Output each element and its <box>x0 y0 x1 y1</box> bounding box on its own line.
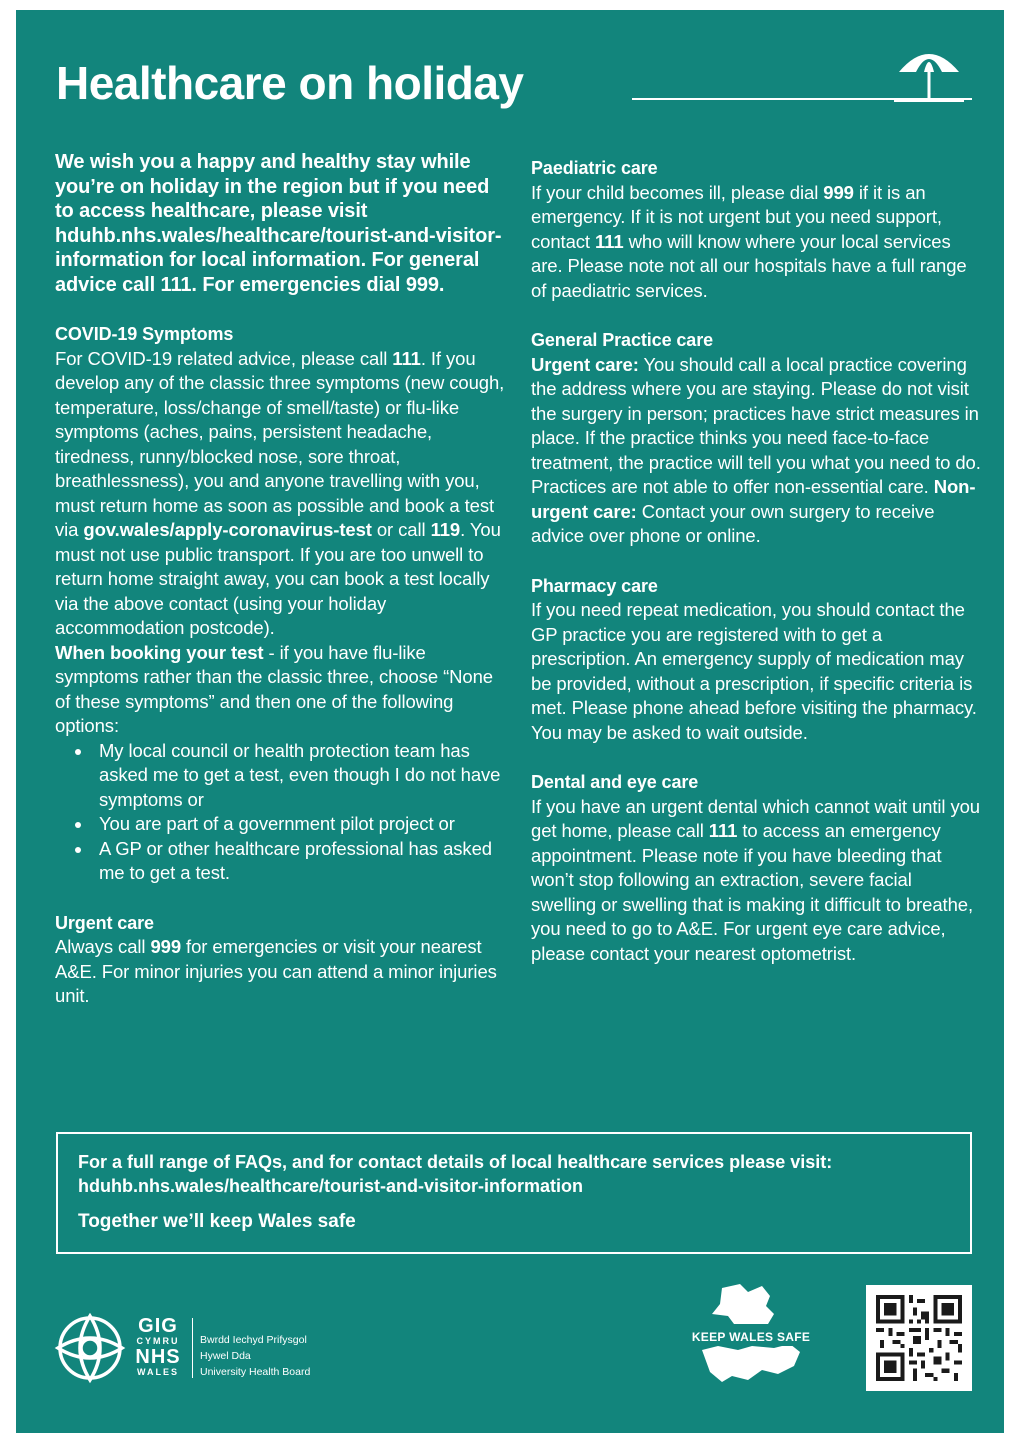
urgent-text: Always call 999 for emergencies or visit your nearest A&E. For minor injuries you can attend a minor injuries unit. <box>55 936 497 1006</box>
pharmacy-heading: Pharmacy care <box>531 575 658 596</box>
celtic-knot-logo-icon <box>52 1310 128 1386</box>
keep-wales-safe-logo <box>682 1280 820 1390</box>
logo-divider <box>192 1318 193 1378</box>
dental-heading: Dental and eye care <box>531 772 699 792</box>
dental-section <box>531 770 981 966</box>
tagline: Together we’ll keep Wales safe <box>78 1211 356 1232</box>
intro-paragraph: We wish you a happy and healthy stay while you’re on holiday in the region but if you need to access healthcare, please visit hduhb.nhs.wales/healthcare/tourist-and-visitor-information for local information. For general advice call 111. For emergencies dial 999. <box>55 151 502 296</box>
intro-link[interactable]: hduhb.nhs.wales/healthcare/tourist-and-visitor-information <box>55 224 502 271</box>
faq-box <box>56 1132 972 1254</box>
beach-umbrella-icon <box>894 44 964 104</box>
page-title: Healthcare on holiday <box>56 57 524 109</box>
paediatric-text: If your child becomes ill, please dial 999 if it is an emergency. If it is not urgent but you need support, contact 111 who will know where your local services are. Please note not all our hospitals have a full range of paediatric services. <box>531 181 967 301</box>
list-item: A GP or other healthcare professional has asked me to get a test. <box>75 837 505 886</box>
gp-text: Urgent care: You should call a local practice covering the address where you are staying. Please do not visit the surgery in person; practices have strict measures in place. If the practice thinks you need face-to-face treatment, the practice will tell you what you need to do. Practices are not able to offer non-essential care. Non-urgent care: Contact your own surgery to receive advice over phone or online. <box>531 353 981 546</box>
faq-line: For a full range of FAQs, and for contact details of local healthcare services please visit: hduhb.nhs.wales/healthcare/tourist-and-visitor-information <box>78 1152 833 1196</box>
covid-section <box>55 322 505 886</box>
booking-text: When booking your test - if you have flu-like symptoms rather than the classic three, choose “None of these symptoms” and then one of the following options: <box>55 641 493 736</box>
gp-heading: General Practice care <box>531 330 714 350</box>
hywel-dda-logo <box>52 1310 352 1390</box>
qr-code-graphic <box>876 1295 962 1381</box>
pharmacy-section <box>531 574 981 746</box>
keep-wales-safe-label: KEEP WALES SAFE <box>691 1330 811 1344</box>
urgent-heading: Urgent care <box>55 912 154 933</box>
covid-text: For COVID-19 related advice, please call 111. If you develop any of the classic three symptoms (new cough, temperature, loss/change of smell/taste) or flu-like symptoms (aches, pains, persistent headache, tiredness, runny/blocked nose, sore throat, breathlessness), you and anyone travelling with you, must return home as soon as possible and book a test via gov.wales/apply-coronavirus-test or call 119. You must not use public transport. If you are too unwell to return home straight away, you can book a test locally via the above contact (using your holiday accommodation postcode). <box>55 347 505 638</box>
gig-cymru-nhs-wales: GIG CYMRU NHS WALES <box>135 1315 181 1377</box>
poster <box>16 10 1004 1433</box>
paediatric-heading: Paediatric care <box>531 158 658 178</box>
covid-test-link[interactable]: gov.wales/apply-coronavirus-test <box>83 519 372 540</box>
gp-section <box>531 328 981 549</box>
dental-text: If you have an urgent dental which cannot wait until you get home, please call 111 to access an emergency appointment. Please note if you have bleeding that won’t stop following an extraction, severe facial swelling or swelling that is making it difficult to breathe, you need to go to A&E. For urgent eye care advice, please contact your nearest optometrist. <box>531 795 980 964</box>
right-column <box>531 156 981 991</box>
pharmacy-text: If you need repeat medication, you should contact the GP practice you are registered with to get a prescription. An emergency supply of medication may be provided, without a prescription, if specific criteria is met. Please phone ahead before visiting the pharmacy. You may be asked to wait outside. <box>531 599 977 743</box>
urgent-section <box>55 911 505 1009</box>
options-list <box>75 739 505 886</box>
covid-heading: COVID-19 Symptoms <box>55 324 234 344</box>
list-item: You are part of a government pilot project or <box>75 812 505 837</box>
paediatric-section <box>531 156 981 303</box>
health-board-name: Bwrdd Iechyd Prifysgol Hywel Dda University Health Board <box>200 1334 311 1378</box>
list-item: My local council or health protection team has asked me to get a test, even though I do not have symptoms or <box>75 739 505 813</box>
qr-code-icon[interactable] <box>866 1285 972 1391</box>
left-column <box>55 150 505 1034</box>
